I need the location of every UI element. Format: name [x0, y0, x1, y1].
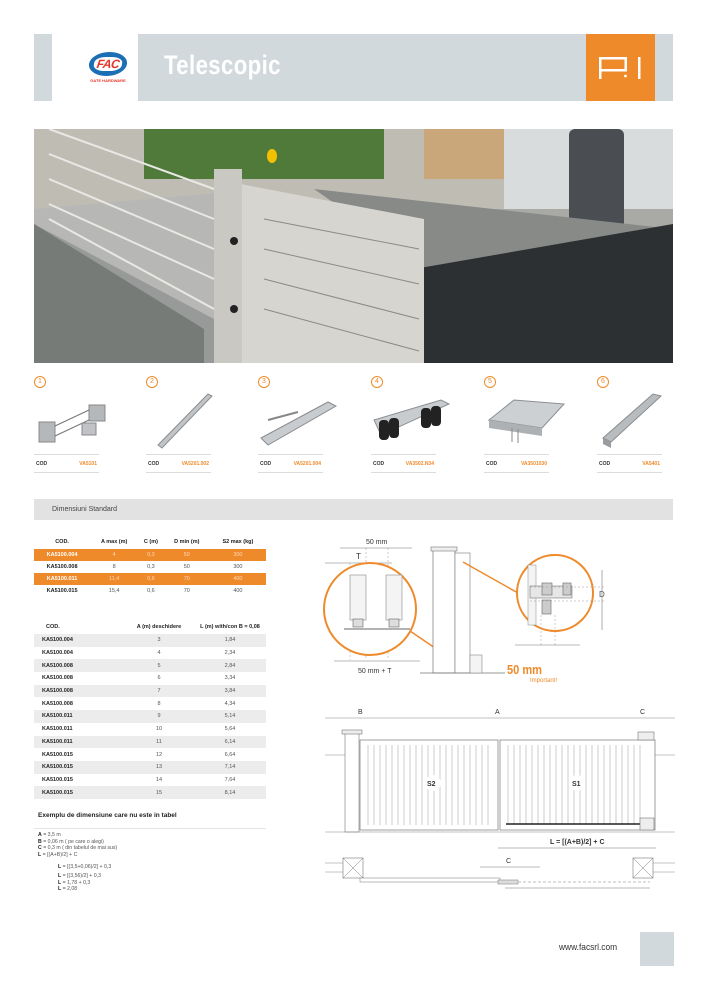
leaf-s2-label: S2	[427, 781, 436, 788]
hero-gate-photo	[34, 129, 673, 363]
important-value: 50 mm	[507, 662, 543, 677]
accessory-code: VA3502.N34	[405, 460, 434, 467]
table-row: KA5100.011 11,4 0,6 70 400	[34, 573, 266, 585]
accessory-image-guide-profile	[146, 390, 236, 452]
accessory-code: VA5401	[642, 460, 660, 467]
table-row: KA5100.015 12 6,64	[42, 751, 236, 758]
logo-text: FAC	[93, 57, 123, 71]
accessory-image-bracket-plate	[484, 390, 574, 452]
dim-c-bottom: C	[506, 858, 512, 865]
leaf-s1-label: S1	[572, 781, 581, 788]
table-row: KA5100.008 8 4,34	[42, 700, 236, 707]
accessory-item-1	[34, 372, 124, 477]
formula-l: L = [(A+B)/2] + C	[550, 839, 605, 846]
header-left-band	[34, 34, 52, 101]
dim-a: A	[495, 709, 500, 716]
example-variables: A = 3,5 m B = 0,06 m ( pe care o alegi) C = 0,3 m ( din tabelul de mai sus) L = [(A+B)/2] + C	[38, 832, 118, 858]
accessory-item-6	[597, 372, 687, 477]
example-calculation: L = [(3,5+0,06)/2] + 0,3 L = [(3,56)/2] + 0,3 L = 1,78 + 0,3 L = 2,08	[58, 864, 112, 893]
telescopic-gate-icon	[586, 34, 655, 101]
accessory-code: VA5201.002	[181, 460, 209, 467]
standard-dimensions-table	[34, 535, 266, 597]
accessory-number: 1	[34, 376, 46, 388]
table-row: KA5100.004 3 1,84	[34, 634, 266, 647]
accessory-code-row: COD VA5401	[597, 454, 662, 473]
website-link[interactable]: www.facsrl.com	[559, 942, 618, 953]
accessory-item-5	[484, 372, 574, 477]
table-row: KA5100.008 8 0,3 50 300	[46, 564, 243, 570]
dim-d: D	[599, 590, 605, 599]
divider	[34, 828, 266, 829]
footer-page-box	[640, 932, 674, 966]
dim-b: B	[358, 709, 363, 716]
accessory-item-3	[258, 372, 348, 477]
dim-50mm-t: 50 mm + T	[358, 668, 392, 675]
dim-c: C	[640, 709, 646, 716]
accessory-image-roller-carriage	[371, 390, 461, 452]
accessory-number: 3	[258, 376, 270, 388]
accessory-code: VA3501030	[520, 460, 547, 467]
table-row: KA5100.004 4 2,34	[42, 650, 236, 657]
table-row: KA5100.011 11 6,14	[34, 736, 266, 749]
accessory-code: VA5101	[79, 460, 97, 467]
table-row: KA5100.004 4 0,3 50 300	[34, 549, 266, 561]
fac-logo	[78, 34, 138, 101]
table-row: KA5100.015 15 8,14	[34, 786, 266, 799]
accessory-code-row: COD VA5201.002	[146, 454, 211, 473]
accessory-number: 6	[597, 376, 609, 388]
logo-subtitle: GATE HARDWARE	[90, 78, 126, 83]
accessory-image-u-channel	[597, 390, 687, 452]
dim-t: T	[356, 552, 361, 561]
accessory-code-row: COD VA3501030	[484, 454, 549, 473]
fac-logo-badge	[87, 52, 128, 76]
length-table	[34, 620, 266, 799]
header-right-band	[655, 34, 673, 101]
table-row: KA5100.015 13 7,14	[34, 761, 266, 774]
section-header-standard-dimensions: Dimensiuni Standard	[34, 499, 673, 520]
table-header-row: COD. A max (m) C (m) D min (m) S2 max (kg)	[55, 539, 254, 545]
accessory-code-row: COD VA3502.N34	[371, 454, 436, 473]
accessory-image-rail-bracket	[258, 390, 348, 452]
example-title: Exemplu de dimensiune care nu este in tabel	[38, 812, 177, 819]
accessory-number: 5	[484, 376, 496, 388]
table-row: KA5100.015 14 7,64	[42, 776, 236, 783]
side-section-diagram	[320, 525, 680, 700]
table-row: KA5100.011 9 5,14	[34, 710, 266, 723]
accessory-item-4	[371, 372, 461, 477]
accessory-number: 2	[146, 376, 158, 388]
accessory-item-2	[146, 372, 236, 477]
important-text: Important!	[530, 678, 558, 684]
page-title: Telescopic	[164, 50, 281, 80]
accessory-image-pulley-kit	[34, 390, 124, 452]
accessory-number: 4	[371, 376, 383, 388]
gate-elevation-diagram	[320, 700, 680, 900]
table-header-row: COD. A (m) deschidere L (m) with/con B = 0,08	[46, 624, 260, 630]
table-row: KA5100.008 6 3,34	[42, 675, 236, 682]
table-row: KA5100.011 10 5,64	[42, 726, 236, 733]
table-row: KA5100.008 7 3,84	[34, 685, 266, 698]
accessory-code-row: COD VA5101	[34, 454, 99, 473]
table-row: KA5100.008 5 2,84	[34, 659, 266, 672]
dim-50mm: 50 mm	[366, 539, 388, 546]
table-row: KA5100.015 15,4 0,6 70 400	[46, 588, 243, 594]
accessory-code-row: COD VA5201.004	[258, 454, 323, 473]
accessory-code: VA5201.004	[293, 460, 321, 467]
